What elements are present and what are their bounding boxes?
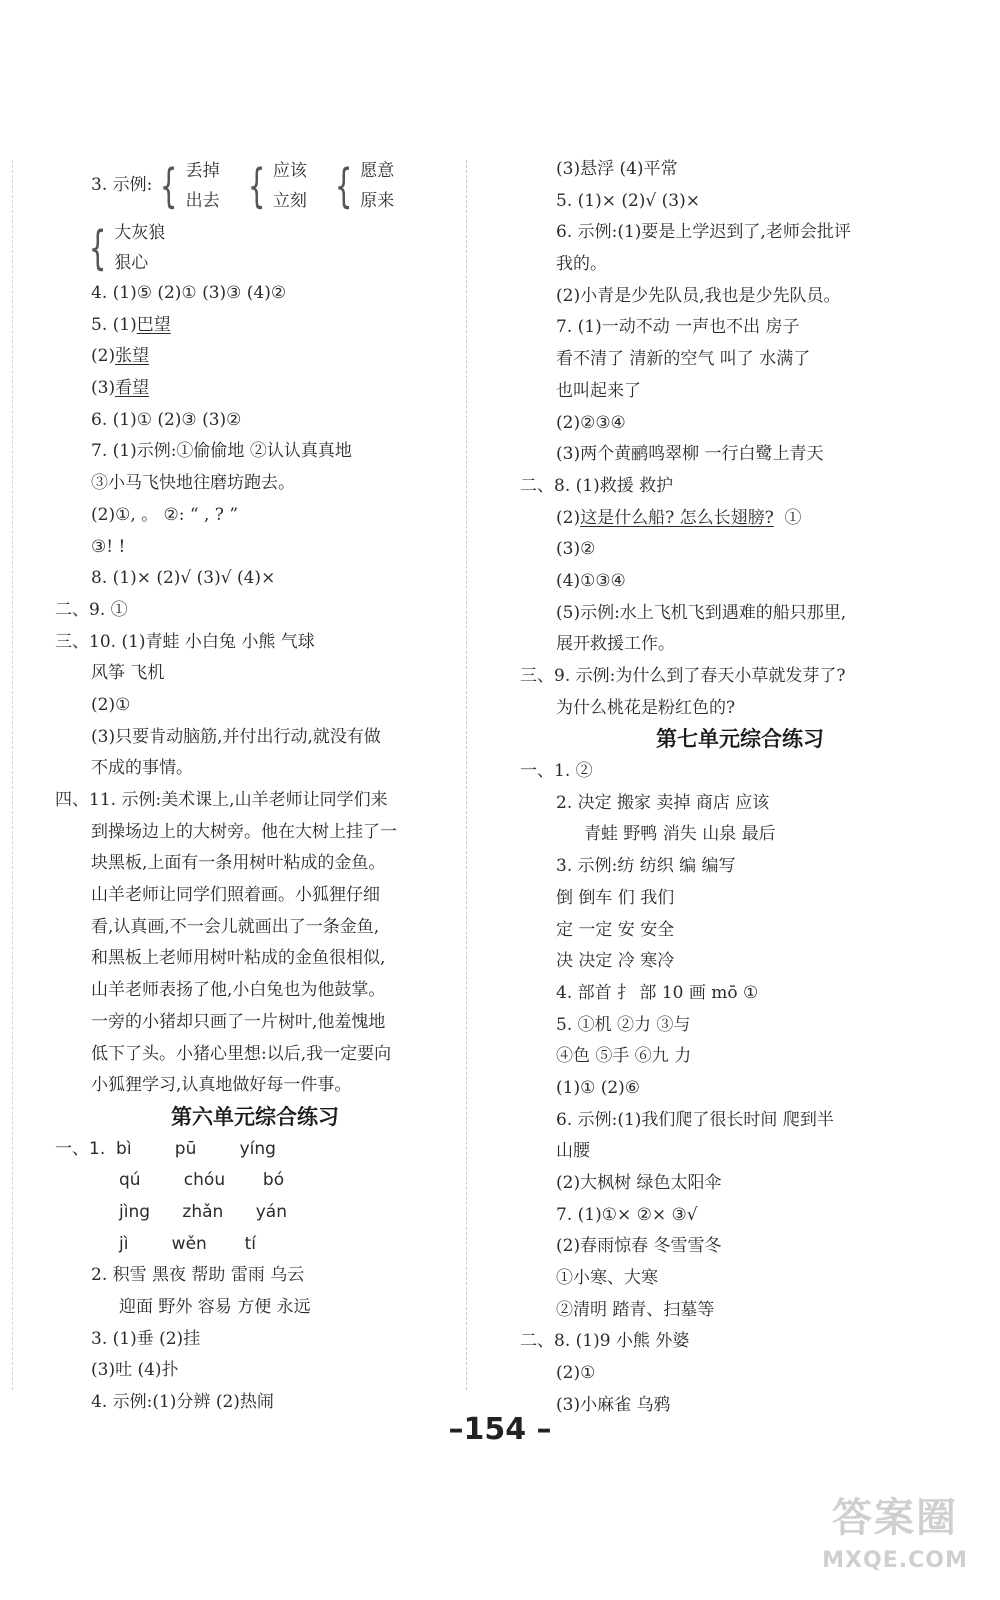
right-column	[520, 154, 960, 1422]
answer-line: 5. (1)× (2)√ (3)×	[556, 190, 700, 211]
answer-line: 倒 倒车 们 我们	[556, 887, 675, 908]
essay-line: 山羊老师让同学们照着画。小狐狸仔细	[91, 885, 380, 906]
section-2-answer: 二、8. (1)9 小熊 外婆	[520, 1331, 690, 1352]
answer-line: 决 决定 冷 寒冷	[556, 951, 675, 972]
answer-line: ④色 ⑤手 ⑥九 力	[556, 1046, 692, 1067]
essay-line: 山羊老师表扬了他,小白兔也为他鼓掌。	[91, 980, 386, 1001]
answer-q7-3: ③! !	[91, 536, 126, 557]
answer-q5-2: (2)张望	[91, 346, 150, 367]
answer-line: (3)②	[556, 539, 596, 560]
pinyin-row: jìng zhǎn yán	[119, 1201, 287, 1222]
answer-line: (4)①③④	[556, 570, 626, 591]
section-3-3: (3)只要肯动脑筋,并付出行动,就没有做	[91, 726, 381, 747]
unit-6-q3-cont: (3)吐 (4)扑	[91, 1360, 179, 1381]
unit-6-q3: 3. (1)垂 (2)挂	[91, 1328, 201, 1349]
word: 愿意	[360, 161, 395, 181]
page-number: –154 –	[448, 1412, 552, 1447]
answer-q4: 4. (1)⑤ (2)① (3)③ (4)②	[91, 283, 287, 303]
answer-line: 为什么桃花是粉红色的?	[556, 697, 736, 718]
answer-line: 我的。	[556, 254, 607, 275]
unit-6-title: 第六单元综合练习	[171, 1104, 339, 1129]
pinyin-row: 一、1. bì pū yíng	[55, 1138, 276, 1159]
section-2-answer: 二、9. ①	[55, 599, 128, 620]
answer-line: (2)春雨惊春 冬雪雪冬	[556, 1236, 722, 1257]
section-4-answer: 四、11. 示例:美术课上,山羊老师让同学们来	[55, 790, 388, 810]
answer-line: 7. (1)一动不动 一声也不出 房子	[556, 317, 800, 338]
answer-q3-prefix: 3. 示例:	[91, 175, 153, 196]
word-group-2	[242, 156, 307, 216]
word-group-4	[55, 218, 455, 278]
word: 出去	[185, 191, 220, 211]
answer-line: 看不清了 清新的空气 叫了 水满了	[556, 349, 811, 370]
answer-line: ②清明 踏青、扫墓等	[556, 1299, 715, 1320]
section-3-answer: 三、10. (1)青蛙 小白兔 小熊 气球	[55, 631, 315, 652]
answer-line: (3)两个黄鹂鸣翠柳 一行白鹭上青天	[556, 444, 824, 465]
column-divider	[466, 160, 467, 1390]
answer-q7-cont: ③小马飞快地往磨坊跑去。	[91, 473, 295, 494]
brace-icon: {	[334, 159, 353, 213]
brace-icon: {	[247, 159, 266, 213]
answer-line: (2)②③④	[556, 412, 626, 433]
answer-line: 6. 示例:(1)要是上学迟到了,老师会批评	[556, 222, 851, 243]
answer-q6: 6. (1)① (2)③ (3)②	[91, 409, 242, 430]
answer-line: 5. ①机 ②力 ③与	[556, 1014, 691, 1035]
section-3-3-cont: 不成的事情。	[91, 758, 193, 779]
watermark-logo: 答案圈 MXQE.COM	[822, 1495, 968, 1573]
essay-line: 块黑板,上面有一条用树叶粘成的金鱼。	[91, 853, 386, 874]
essay-line: 小狐狸学习,认真地做好每一件事。	[91, 1075, 352, 1096]
section-2-answer: 二、8. (1)救援 救护	[520, 475, 674, 496]
answer-line: (2)①	[556, 1363, 596, 1384]
page-edge-line	[12, 160, 13, 1390]
brace-icon: {	[160, 159, 178, 213]
pinyin-row: jì wěn tí	[119, 1233, 257, 1254]
essay-line: 到操场边上的大树旁。他在大树上挂了一	[91, 821, 397, 842]
answer-q5-1: 5. (1)巴望	[91, 314, 171, 335]
answer-line: 定 一定 安 安全	[556, 919, 675, 940]
essay-line: 低下了头。小猪心里想:以后,我一定要向	[91, 1043, 392, 1064]
answer-line: 青蛙 野鸭 消失 山泉 最后	[584, 824, 776, 845]
answer-line: (2)大枫树 绿色太阳伞	[556, 1173, 722, 1193]
left-column	[55, 154, 455, 1419]
answer-line: (1)① (2)⑥	[556, 1077, 641, 1098]
brace-icon: {	[88, 221, 107, 275]
answer-q3-row	[55, 154, 455, 218]
word: 应该	[272, 161, 307, 181]
essay-line: 看,认真画,不一会儿就画出了一条金鱼,	[91, 916, 380, 937]
word: 原来	[360, 191, 395, 211]
essay-line: 一旁的小猪却只画了一片树叶,他羞愧地	[91, 1011, 386, 1032]
answer-q7-2: (2)①, 。 ②: “ , ? ”	[91, 504, 239, 525]
answer-line: ①小寒、大寒	[556, 1268, 658, 1289]
answer-q7: 7. (1)示例:①偷偷地 ②认认真真地	[91, 441, 352, 462]
answer-line: 也叫起来了	[556, 380, 641, 401]
word: 大灰狼	[114, 223, 166, 243]
answer-q8: 8. (1)× (2)√ (3)√ (4)×	[91, 568, 276, 589]
answer-line: (2)这是什么船? 怎么长翅膀? ①	[556, 507, 802, 528]
answer-line: 2. 决定 搬家 卖掉 商店 应该	[556, 792, 770, 813]
answer-line: (3)小麻雀 乌鸦	[556, 1394, 671, 1415]
unit-6-q4: 4. 示例:(1)分辨 (2)热闹	[91, 1392, 274, 1413]
answer-line: 山腰	[556, 1141, 590, 1162]
word-group-3	[329, 156, 394, 216]
section-3-cont: 风筝 飞机	[91, 663, 165, 684]
word-group-1	[154, 156, 219, 216]
answer-line: 3. 示例:纺 纺织 编 编写	[556, 856, 736, 877]
answer-line: 展开救援工作。	[556, 634, 675, 655]
section-3-2: (2)①	[91, 694, 131, 715]
essay-line: 和黑板上老师用树叶粘成的金鱼很相似,	[91, 948, 386, 969]
section-3-answer: 三、9. 示例:为什么到了春天小草就发芽了?	[520, 666, 846, 686]
answer-line: (2)小青是少先队员,我也是少先队员。	[556, 285, 841, 306]
answer-line: 6. 示例:(1)我们爬了很长时间 爬到半	[556, 1109, 834, 1130]
word: 丢掉	[185, 161, 220, 181]
word: 立刻	[272, 191, 307, 211]
answer-line: 4. 部首 扌 部 10 画 mō ①	[556, 982, 759, 1003]
answer-line: (3)悬浮 (4)平常	[556, 159, 678, 179]
section-1-answer: 一、1. ②	[520, 761, 593, 782]
unit-6-q2-cont: 迎面 野外 容易 方便 永远	[119, 1297, 311, 1317]
unit-7-title: 第七单元综合练习	[656, 727, 824, 752]
pinyin-row: qú chóu bó	[119, 1170, 285, 1191]
unit-6-q2: 2. 积雪 黑夜 帮助 雷雨 乌云	[91, 1265, 305, 1286]
answer-line: 7. (1)①× ②× ③√	[556, 1204, 698, 1225]
answer-line: (5)示例:水上飞机飞到遇难的船只那里,	[556, 602, 847, 623]
word: 狠心	[114, 253, 149, 273]
answer-q5-3: (3)看望	[91, 378, 150, 399]
